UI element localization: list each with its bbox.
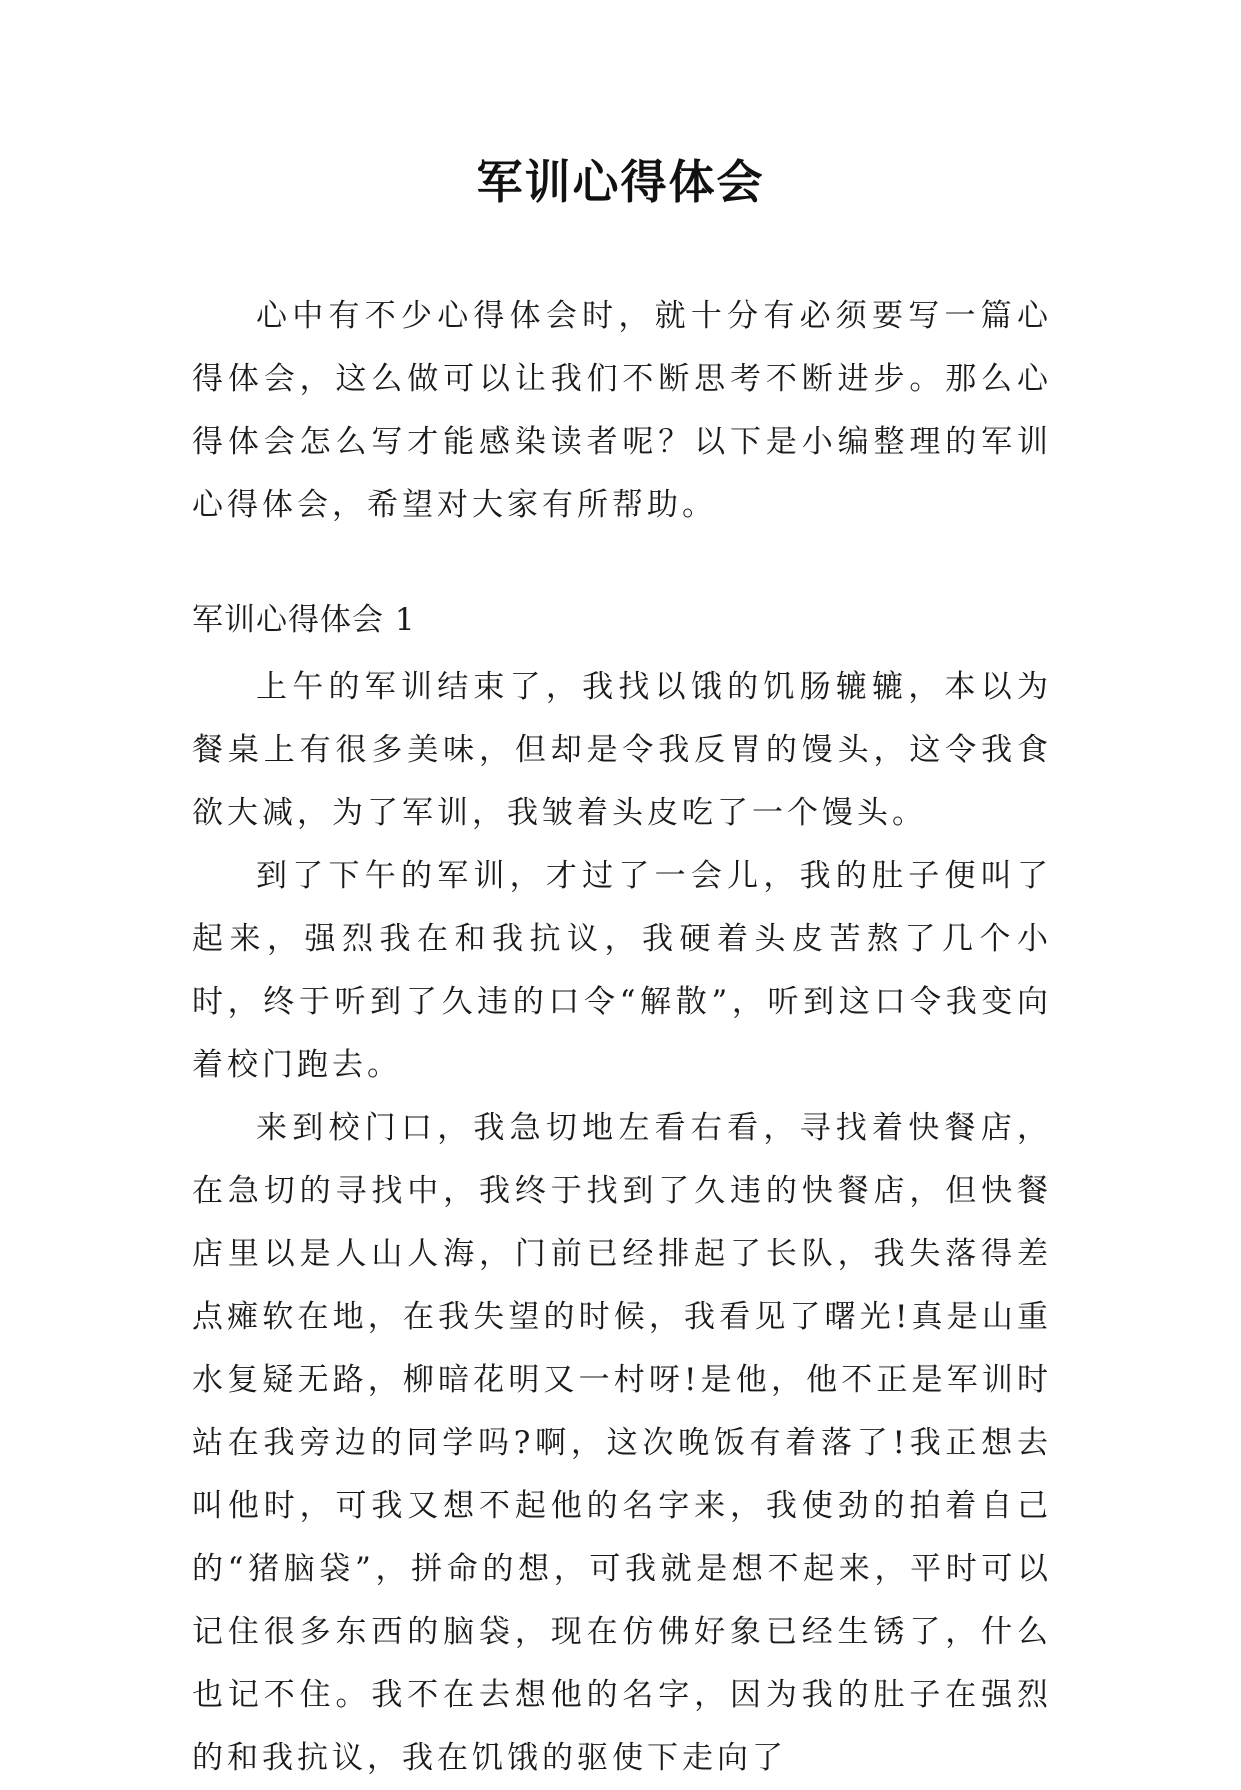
intro-paragraph: 心中有不少心得体会时，就十分有必须要写一篇心得体会，这么做可以让我们不断思考不断进步。那么心得体会怎么写才能感染读者呢？以下是小编整理的军训心得体会，希望对大家有所帮助。 — [192, 298, 1052, 523]
document-title: 军训心得体会 — [476, 155, 765, 209]
body-paragraph-3: 来到校门口，我急切地左看右看，寻找着快餐店，在急切的寻找中，我终于找到了久违的快餐店，但快餐店里以是人山人海，门前已经排起了长队，我失落得差点瘫软在地，在我失望的时候，我看见了曙光!真是山重水复疑无路，柳暗花明又一村呀!是他，他不正是军训时站在我旁边的同学吗?啊，这次晚饭有着落了!我正想去叫他时，可我又想不起他的名字来，我使劲的拍着自己的“猪脑袋”，拼命的想，可我就是想不起来，平时可以记住很多东西的脑袋，现在仿佛好象已经生锈了，什么也记不住。我不在去想他的名字，因为我的肚子在强烈的和我抗议，我在饥饿的驱使下走向了 — [192, 1110, 1052, 1776]
document-body — [192, 285, 1052, 1790]
section-heading: 军训心得体会 1 — [192, 602, 416, 638]
body-paragraph-1: 上午的军训结束了，我找以饿的饥肠辘辘，本以为餐桌上有很多美味，但却是令我反胃的馒头，这令我食欲大减，为了军训，我皱着头皮吃了一个馒头。 — [192, 669, 1052, 831]
body-paragraph-2: 到了下午的军训，才过了一会儿，我的肚子便叫了起来，强烈我在和我抗议，我硬着头皮苦熬了几个小时，终于听到了久违的口令“解散”，听到这口令我变向着校门跑去。 — [192, 858, 1052, 1083]
